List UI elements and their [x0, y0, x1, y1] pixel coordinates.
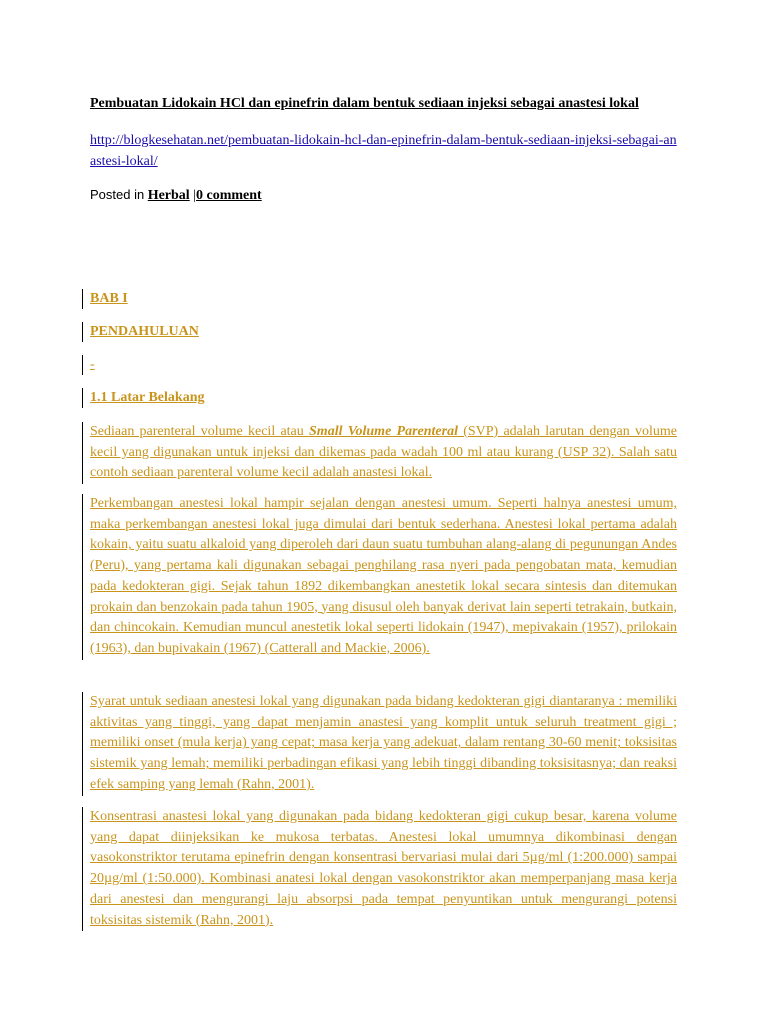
paragraph-1-text-b: (SVP) adalah larutan dengan volume kecil yang digunakan untuk injeksi dan dikemas pada wadah 100 ml atau kurang (USP 32). Salah satu contoh sediaan parenteral volume kecil adalah anastesi lokal.: [90, 424, 678, 481]
paragraph-1: [90, 422, 677, 484]
document-page: [90, 93, 677, 206]
empty-dash-line: -: [90, 355, 95, 375]
posted-separator: |: [193, 188, 197, 203]
category-link[interactable]: Herbal: [147, 188, 190, 203]
comments-link[interactable]: 0 comment: [196, 188, 262, 203]
section-heading: 1.1 Latar Belakang: [90, 388, 204, 408]
paragraph-3: Syarat untuk sediaan anestesi lokal yang digunakan pada bidang kedokteran gigi diantaranya : memiliki aktivitas yang tinggi, yang dapat menjamin anastesi yang komplit untuk seluruh treatment gigi ; memiliki onset (mula kerja) yang cepat; masa kerja yang adekuat, dalam rentang 30-60 menit; toksisitas sistemik yang lemah; memiliki perbadingan efikasi yang lebih tinggi dibanding toksisitasnya; dan reaksi efek samping yang lemah (Rahn, 2001).: [90, 692, 677, 796]
paragraph-1-text-a: Sediaan parenteral volume kecil atau: [90, 424, 310, 439]
chapter-title-heading: PENDAHULUAN: [90, 322, 199, 342]
paragraph-1-emphasis: Small Volume Parenteral: [309, 424, 458, 439]
paragraph-2: Perkembangan anestesi lokal hampir sejalan dengan anestesi umum. Seperti halnya anestesi umum, maka perkembangan anestesi lokal juga dimulai dari bentuk sederhana. Anestesi lokal pertama adalah kokain, yaitu suatu alkaloid yang diperoleh dari daun suatu tumbuhan alang-alang di pegunungan Andes (Peru), yang pertama kali digunakan sebagai penghilang rasa nyeri pada pengobatan mata, kemudian pada kedokteran gigi. Sejak tahun 1892 dikembangkan anestetik lokal secara sintesis dan ditemukan prokain dan benzokain pada tahun 1905, yang disusul oleh banyak derivat lain seperti tetrakain, butkain, dan chincokain. Kemudian muncul anestetik lokal seperti lidokain (1947), mepivakain (1957), prilokain (1963), dan bupivakain (1967) (Catterall and Mackie, 2006).: [90, 494, 677, 660]
source-url-link[interactable]: http://blogkesehatan.net/pembuatan-lidokain-hcl-dan-epinefrin-dalam-bentuk-sediaan-injeksi-sebagai-anastesi-lokal/: [90, 133, 677, 169]
posted-in-label: Posted in: [90, 187, 145, 202]
document-title: Pembuatan Lidokain HCl dan epinefrin dalam bentuk sediaan injeksi sebagai anastesi lokal: [90, 96, 639, 111]
chapter-heading: BAB I: [90, 289, 128, 309]
posted-in-line: [90, 184, 677, 206]
paragraph-4: Konsentrasi anastesi lokal yang digunakan pada bidang kedokteran gigi cukup besar, karena volume yang dapat diinjeksikan ke mukosa terbatas. Anestesi lokal umumnya dikombinasi dengan vasokonstriktor terutama epinefrin dengan konsentrasi bervariasi mulai dari 5µg/ml (1:200.000) sampai 20µg/ml (1:50.000). Kombinasi anatesi lokal dengan vasokonstriktor akan memperpanjang masa kerja dari anestesi dan mengurangi laju absorpsi pada tempat penyuntikan untuk mengurangi potensi toksisitas sistemik (Rahn, 2001).: [90, 807, 677, 931]
